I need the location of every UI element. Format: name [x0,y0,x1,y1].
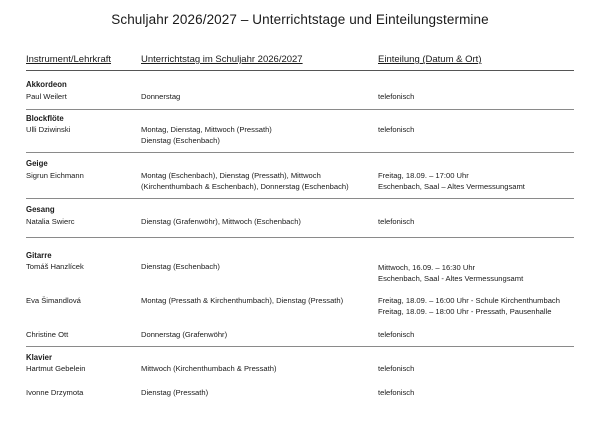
section-divider [26,346,574,347]
assignment-info: telefonisch [378,217,415,226]
lesson-day: Montag (Eschenbach), Dienstag (Pressath), Mittwoch [141,171,321,180]
lesson-day: Dienstag (Pressath) [141,388,209,397]
section-divider [26,237,574,238]
assignment-info: Freitag, 18.09. – 16:00 Uhr - Schule Kirchenthumbach [378,296,560,305]
header-lesson-day: Unterrichtstag im Schuljahr 2026/2027 [141,54,303,65]
assignment-info: Eschenbach, Saal - Altes Vermessungsamt [378,274,524,283]
assignment-info: Eschenbach, Saal – Altes Vermessungsamt [378,182,525,191]
lesson-day: Dienstag (Eschenbach) [141,262,220,271]
lesson-day: Mittwoch (Kirchenthumbach & Pressath) [141,364,277,373]
category-label: Akkordeon [26,80,67,89]
teacher-name: Tomáš Hanzlícek [26,262,84,271]
teacher-name: Ulli Dziwinski [26,125,71,134]
teacher-name: Eva Šimandlová [26,296,81,305]
teacher-name: Natalia Swierc [26,217,75,226]
category-label: Blockflöte [26,114,64,123]
assignment-info: telefonisch [378,125,415,134]
assignment-info: Freitag, 18.09. – 17:00 Uhr [378,171,469,180]
section-divider [26,152,574,153]
section-divider [26,109,574,110]
assignment-info: Freitag, 18.09. – 18:00 Uhr - Pressath, Pausenhalle [378,307,552,316]
assignment-info: telefonisch [378,364,415,373]
lesson-day: Dienstag (Grafenwöhr), Mittwoch (Eschenbach) [141,217,301,226]
lesson-day: Montag, Dienstag, Mittwoch (Pressath) [141,125,272,134]
assignment-info: Mittwoch, 16.09. – 16:30 Uhr [378,263,476,272]
category-label: Klavier [26,353,53,362]
header-instrument-teacher: Instrument/Lehrkraft [26,54,112,65]
category-label: Gitarre [26,251,52,260]
teacher-name: Sigrun Eichmann [26,171,84,180]
page-title: Schuljahr 2026/2027 – Unterrichtstage und Einteilungstermine [111,12,489,27]
lesson-day: Donnerstag (Grafenwöhr) [141,330,228,339]
section-divider [26,198,574,199]
teacher-name: Christine Ott [26,330,69,339]
lesson-day: (Kirchenthumbach & Eschenbach), Donnerstag (Eschenbach) [141,182,349,191]
assignment-info: telefonisch [378,330,415,339]
lesson-day: Montag (Pressath & Kirchenthumbach), Dienstag (Pressath) [141,296,344,305]
header-assignment: Einteilung (Datum & Ort) [378,54,482,65]
section-divider [26,70,574,71]
assignment-info: telefonisch [378,92,415,101]
teacher-name: Ivonne Drzymota [26,388,84,397]
lesson-day: Donnerstag [141,92,181,101]
teacher-name: Paul Weilert [26,92,67,101]
teacher-name: Hartmut Gebelein [26,364,86,373]
lesson-day: Dienstag (Eschenbach) [141,136,220,145]
category-label: Geige [26,159,48,168]
category-label: Gesang [26,205,55,214]
assignment-info: telefonisch [378,388,415,397]
